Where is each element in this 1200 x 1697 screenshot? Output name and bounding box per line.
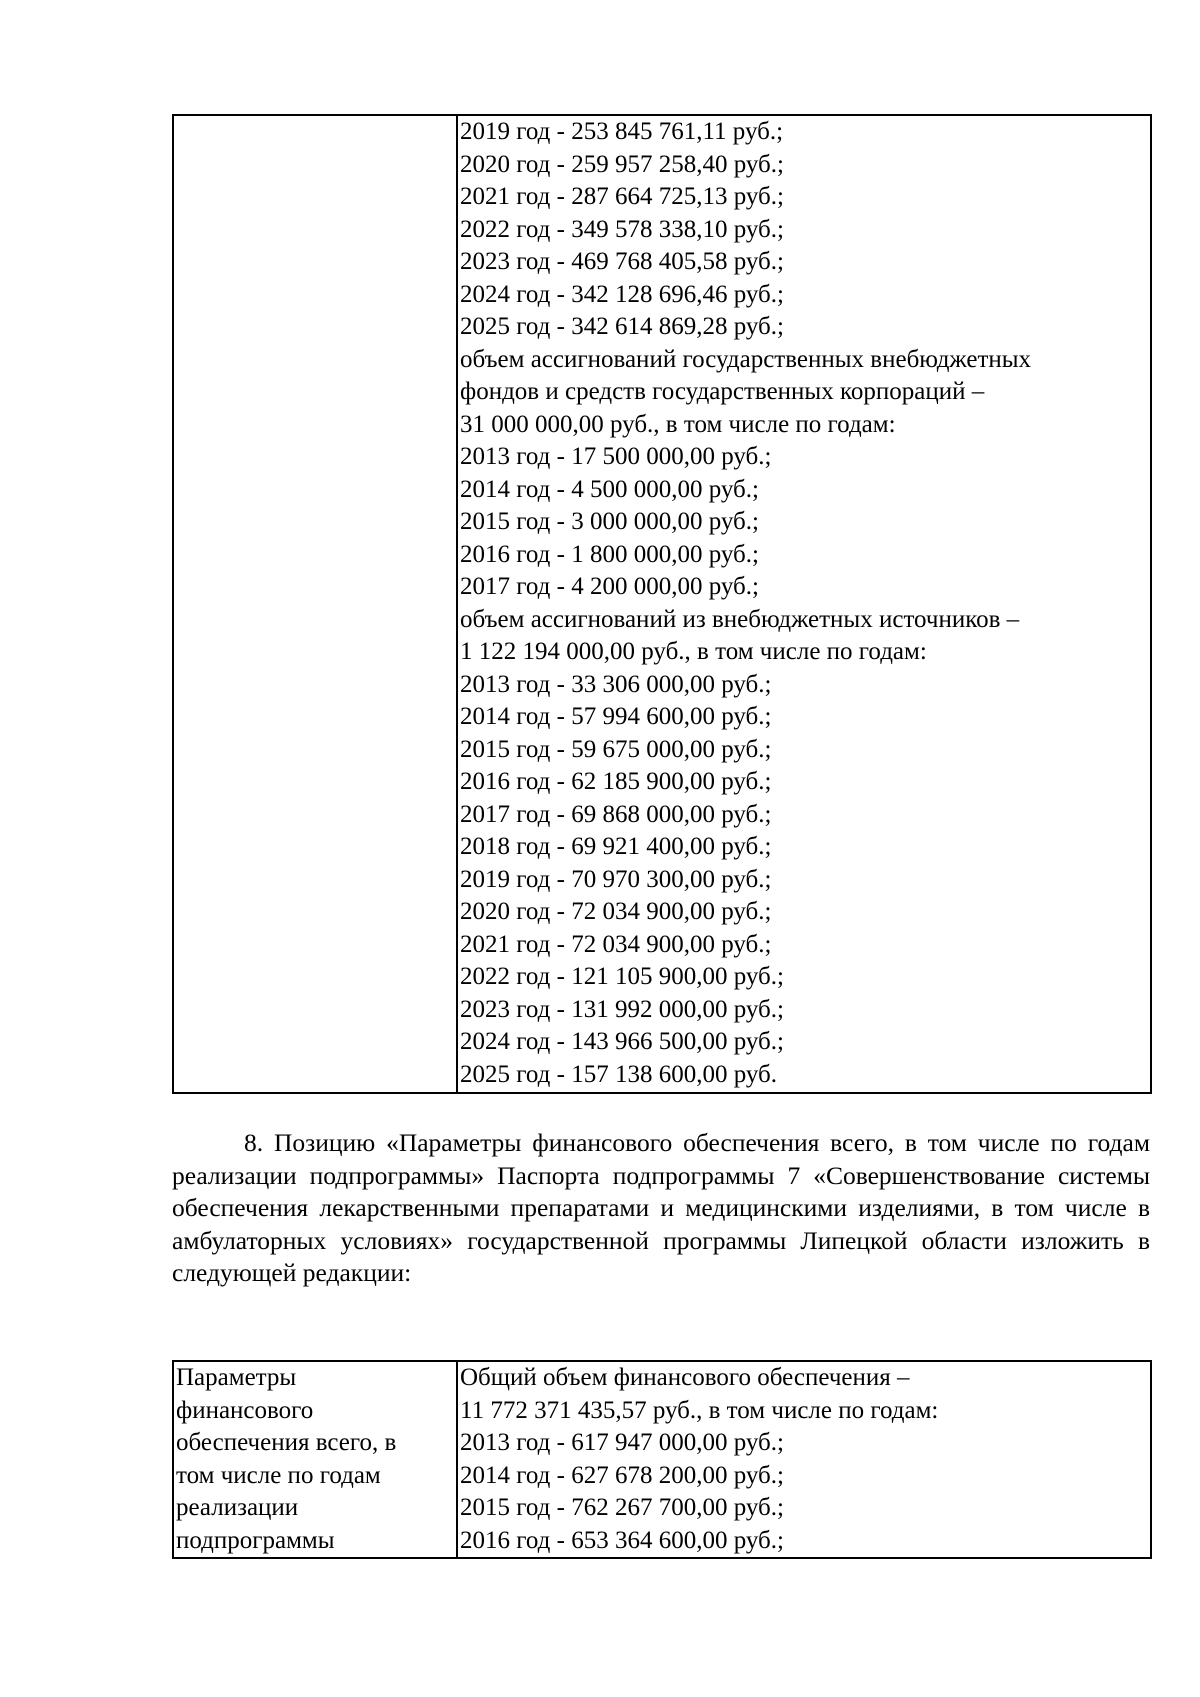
funding-line: 2014 год - 4 500 000,00 руб.; xyxy=(460,475,759,503)
funding-line: 2020 год - 259 957 258,40 руб.; xyxy=(460,150,784,178)
table-cell-label-empty xyxy=(173,115,457,1093)
amendment-paragraph xyxy=(172,1127,1150,1290)
funding-line: 2022 год - 349 578 338,10 руб.; xyxy=(460,215,784,243)
table-cell-parameter-label xyxy=(173,1361,457,1558)
table-cell-funding-details xyxy=(457,115,1151,1093)
funding-line: 2014 год - 57 994 600,00 руб.; xyxy=(460,703,772,730)
funding-line: 2013 год - 617 947 000,00 руб.; xyxy=(460,1429,784,1456)
funding-line: 2025 год - 342 614 869,28 руб.; xyxy=(460,313,784,340)
funding-line: 2016 год - 1 800 000,00 руб.; xyxy=(460,540,759,568)
label-line: реализации xyxy=(176,1494,299,1521)
funding-line: 2019 год - 253 845 761,11 руб.; xyxy=(460,118,784,145)
funding-line: объем ассигнований из внебюджетных источников – xyxy=(460,605,1020,633)
funding-line: 2024 год - 342 128 696,46 руб.; xyxy=(460,280,784,308)
funding-line: 31 000 000,00 руб., в том числе по годам: xyxy=(460,410,896,438)
funding-line: 2016 год - 62 185 900,00 руб.; xyxy=(460,768,772,795)
funding-line: 2016 год - 653 364 600,00 руб.; xyxy=(460,1526,784,1554)
funding-parameters-table xyxy=(172,1360,1152,1559)
funding-line: Общий объем финансового обеспечения – xyxy=(460,1364,910,1391)
funding-line: 2022 год - 121 105 900,00 руб.; xyxy=(460,963,784,990)
funding-line: 2013 год - 17 500 000,00 руб.; xyxy=(460,443,772,470)
label-line: обеспечения всего, в xyxy=(176,1429,397,1456)
table-cell-funding-details xyxy=(457,1361,1151,1558)
table-row xyxy=(173,115,1151,1093)
funding-line: 2025 год - 157 138 600,00 руб. xyxy=(460,1060,778,1088)
funding-line: 2021 год - 72 034 900,00 руб.; xyxy=(460,930,772,958)
funding-line: 2021 год - 287 664 725,13 руб.; xyxy=(460,183,784,210)
funding-line: 2015 год - 59 675 000,00 руб.; xyxy=(460,735,772,763)
funding-line: 2017 год - 4 200 000,00 руб.; xyxy=(460,573,759,600)
funding-line: 1 122 194 000,00 руб., в том числе по годам: xyxy=(460,638,927,665)
funding-line: 11 772 371 435,57 руб., в том числе по годам: xyxy=(460,1396,939,1424)
table-row xyxy=(173,1361,1151,1558)
funding-line: 2015 год - 3 000 000,00 руб.; xyxy=(460,508,759,535)
funding-line: 2014 год - 627 678 200,00 руб.; xyxy=(460,1461,784,1489)
funding-line: объем ассигнований государственных внебюджетных xyxy=(460,345,1032,373)
funding-line: 2013 год - 33 306 000,00 руб.; xyxy=(460,670,772,698)
funding-table-continued xyxy=(172,114,1152,1094)
label-line: финансового xyxy=(176,1396,314,1424)
label-line: том числе по годам xyxy=(176,1461,381,1489)
funding-line: фондов и средств государственных корпораций – xyxy=(460,378,985,405)
funding-line: 2019 год - 70 970 300,00 руб.; xyxy=(460,865,772,893)
funding-line: 2017 год - 69 868 000,00 руб.; xyxy=(460,800,772,828)
funding-line: 2023 год - 131 992 000,00 руб.; xyxy=(460,995,784,1023)
funding-line: 2024 год - 143 966 500,00 руб.; xyxy=(460,1028,784,1055)
label-line: Параметры xyxy=(176,1364,297,1391)
paragraph-text: 8. Позицию «Параметры финансового обеспечения всего, в том числе по годам реализации подпрограммы» Паспорта подпрограммы 7 «Совершенствование системы обеспечения лекарственными препаратами и медицинскими изделиями, в том числе в амбулаторных условиях» государственной программы Липецкой области изложить в следующей редакции: xyxy=(172,1128,1150,1287)
funding-line: 2020 год - 72 034 900,00 руб.; xyxy=(460,898,772,925)
funding-line: 2015 год - 762 267 700,00 руб.; xyxy=(460,1494,784,1521)
label-line: подпрограммы xyxy=(176,1526,335,1554)
funding-line: 2023 год - 469 768 405,58 руб.; xyxy=(460,248,784,275)
funding-line: 2018 год - 69 921 400,00 руб.; xyxy=(460,833,772,860)
